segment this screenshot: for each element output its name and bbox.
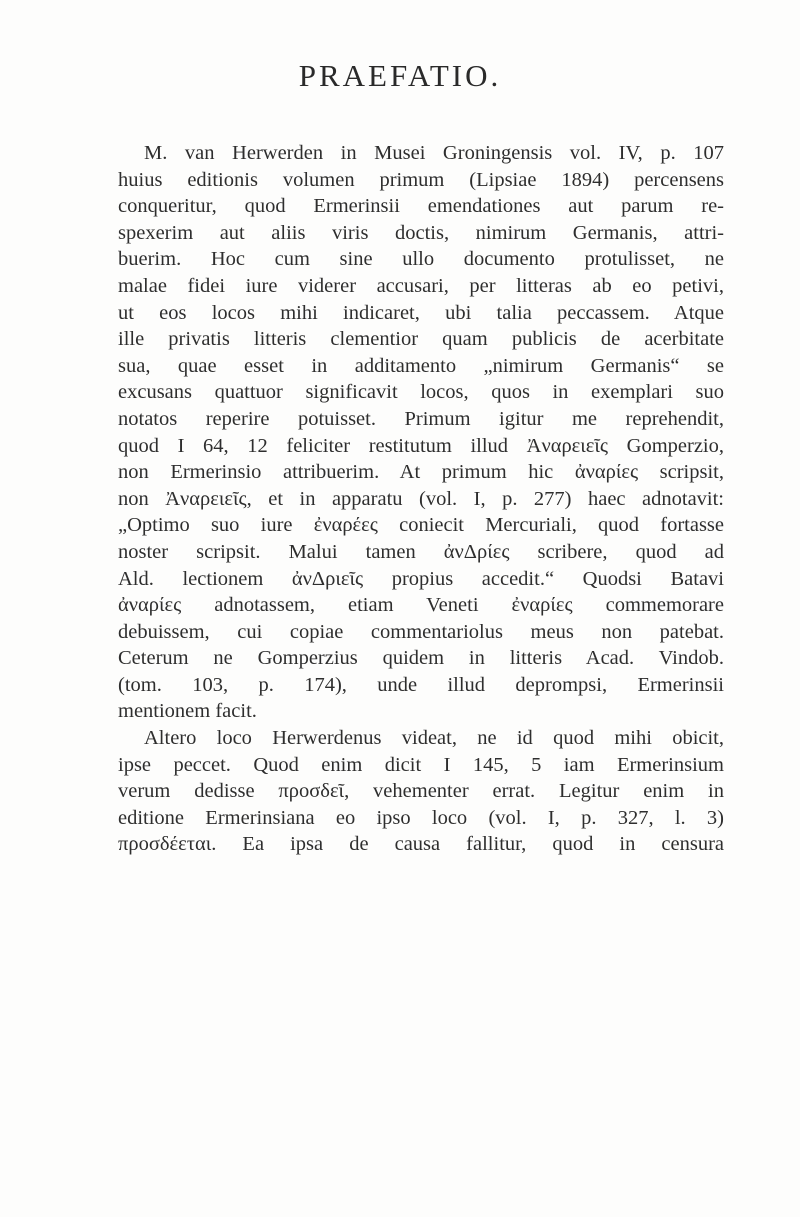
text-line: ἀναρίες adnotassem, etiam Veneti ἐναρίες commemorare [118,594,724,617]
text-line: conqueritur, quod Ermerinsii emendationes aut parum re- [118,195,724,218]
text-line: non Ἀναρειεῖς, et in apparatu (vol. I, p. 277) haec adnotavit: [118,487,724,510]
text-line: προσδέεται. Ea ipsa de causa fallitur, quod in censura [118,833,724,856]
text-line: huius editionis volumen primum (Lipsiae 1894) percensens [118,168,724,191]
text-line: quod I 64, 12 feliciter restitutum illud Ἀναρειεῖς Gomperzio, [118,434,724,457]
text-line: Ceterum ne Gomperzius quidem in litteris Acad. Vindob. [118,647,724,670]
text-line: excusans quattuor significavit locos, quos in exemplari suo [118,381,724,404]
text-line: editione Ermerinsiana eo ipso loco (vol. I, p. 327, l. 3) [118,806,724,829]
text-line: mentionem facit. [118,700,257,723]
text-line: verum dedisse προσδεῖ, vehementer errat. Legitur enim in [118,780,724,803]
text-line: ut eos locos mihi indicaret, ubi talia peccassem. Atque [118,301,724,324]
paragraph-1 [118,140,724,725]
text-line: Altero loco Herwerdenus videat, ne id quod mihi obicit, [144,727,724,750]
text-line: notatos reperire potuisset. Primum igitur me reprehendit, [118,407,724,430]
preface-body [118,140,724,858]
text-line: (tom. 103, p. 174), unde illud deprompsi, Ermerinsii [118,673,724,696]
text-line: malae fidei iure viderer accusari, per litteras ab eo petivi, [118,274,724,297]
text-line: sua, quae esset in additamento „nimirum Germanis“ se [118,354,724,377]
text-line: „Optimo suo iure ἐναρέες coniecit Mercuriali, quod fortasse [118,514,724,537]
text-line: M. van Herwerden in Musei Groningensis vol. IV, p. 107 [144,142,724,164]
text-line: noster scripsit. Malui tamen ἀνΔρίες scribere, quod ad [118,540,724,563]
text-line: spexerim aut aliis viris doctis, nimirum Germanis, attri- [118,221,724,244]
page-heading: PRAEFATIO. [298,58,502,93]
text-line: non Ermerinsio attribuerim. At primum hic ἀναρίες scripsit, [118,461,724,484]
text-line: buerim. Hoc cum sine ullo documento protulisset, ne [118,248,724,271]
paragraph-2 [118,725,724,858]
text-line: ipse peccet. Quod enim dicit I 145, 5 iam Ermerinsium [118,753,724,776]
text-line: debuissem, cui copiae commentariolus meus non patebat. [118,620,724,643]
text-line: Ald. lectionem ἀνΔριεῖς propius accedit.“ Quodsi Batavi [118,567,724,590]
text-line: ille privatis litteris clementior quam publicis de acerbitate [118,328,724,351]
